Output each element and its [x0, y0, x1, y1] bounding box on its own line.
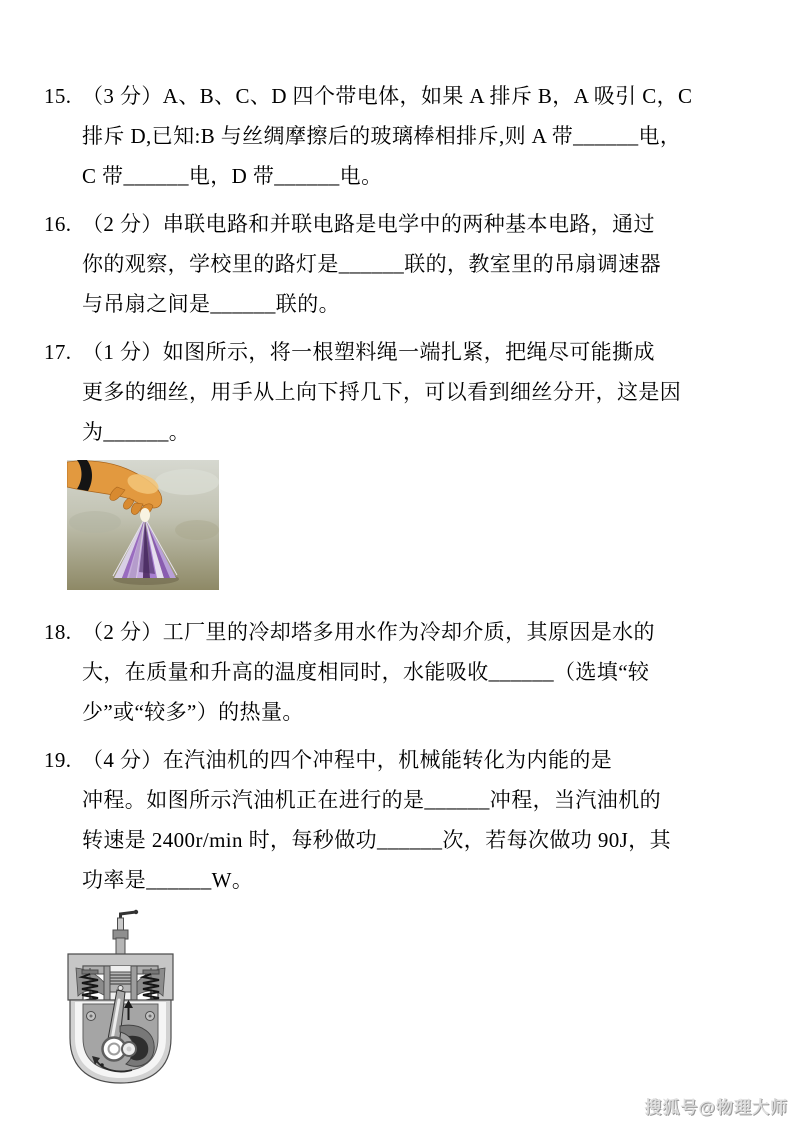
pinch-point-highlight: [140, 508, 150, 522]
question-line: 排斥 D,已知:B 与丝绸摩擦后的玻璃棒相排斥,则 A 带______电，: [82, 124, 682, 148]
question-line: （2 分）工厂里的冷却塔多用水作为冷却介质，其原因是水的: [82, 620, 655, 644]
question-line: 为______。: [82, 420, 191, 444]
question-line: （2 分）串联电路和并联电路是电学中的两种基本电路，通过: [82, 212, 655, 236]
question-line: （3 分）A、B、C、D 四个带电体，如果 A 排斥 B，A 吸引 C，C: [82, 84, 693, 108]
figure-torn-plastic-rope: [67, 460, 219, 590]
question-line: 冲程。如图所示汽油机正在进行的是______冲程，当汽油机的: [82, 788, 661, 812]
question-number: 18.: [44, 620, 72, 644]
watermark: 搜狐号@物理大师: [644, 1098, 788, 1117]
question-15: [0, 76, 794, 196]
question-line: （1 分）如图所示，将一根塑料绳一端扎紧，把绳尽可能撕成: [82, 340, 655, 364]
question-line: 大，在质量和升高的温度相同时，水能吸收______（选填“较: [82, 660, 650, 684]
gasoline-engine-cross-section: [62, 908, 179, 1085]
spark-plug: [113, 910, 138, 954]
question-number: 15.: [44, 84, 72, 108]
question-18: [0, 612, 794, 732]
question-line: 转速是 2400r/min 时，每秒做功______次，若每次做功 90J，其: [82, 828, 672, 852]
question-line: C 带______电，D 带______电。: [82, 164, 383, 188]
question-19: [0, 740, 794, 900]
torn-plastic-rope-photo: [67, 460, 219, 590]
question-line: 与吊扇之间是______联的。: [82, 292, 340, 316]
question-17: [0, 332, 794, 452]
figure-gasoline-engine: [62, 908, 179, 1085]
question-line: （4 分）在汽油机的四个冲程中，机械能转化为内能的是: [82, 748, 613, 772]
question-16: [0, 204, 794, 324]
question-number: 19.: [44, 748, 72, 772]
question-line: 功率是______W。: [82, 868, 254, 892]
question-line: 少”或“较多”）的热量。: [82, 700, 304, 724]
question-line: 你的观察，学校里的路灯是______联的，教室里的吊扇调速器: [82, 252, 661, 276]
question-number: 17.: [44, 340, 72, 364]
question-line: 更多的细丝，用手从上向下捋几下，可以看到细丝分开，这是因: [82, 380, 682, 404]
question-number: 16.: [44, 212, 72, 236]
